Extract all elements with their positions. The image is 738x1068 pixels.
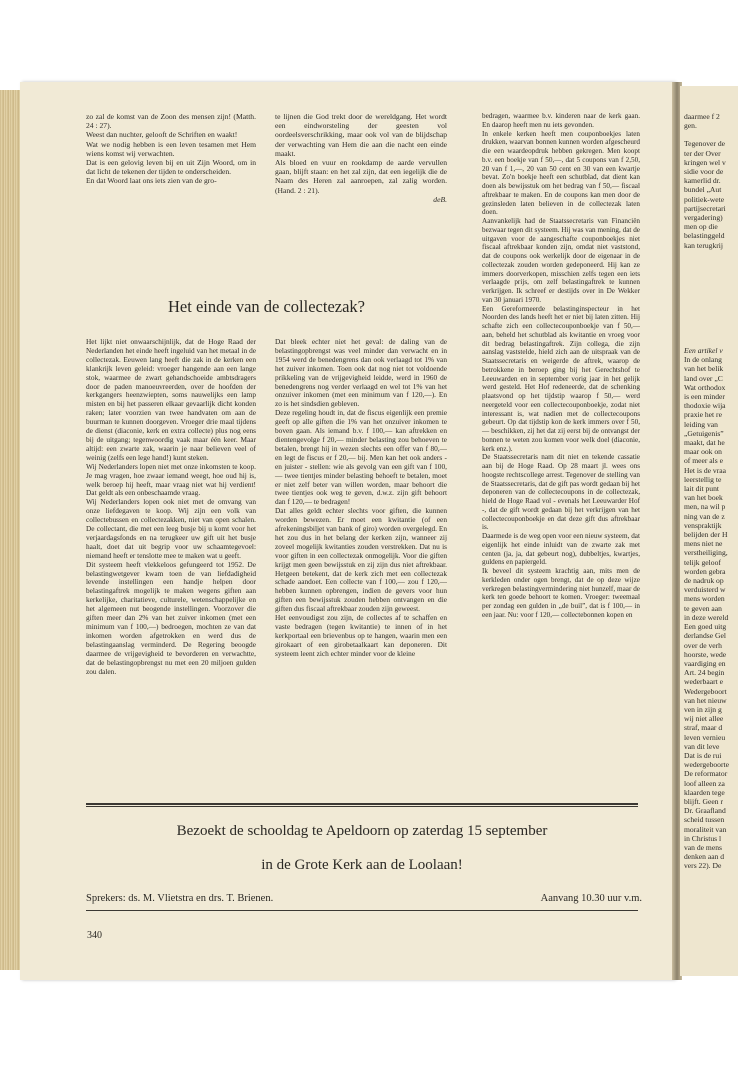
announcement-line-2: in de Grote Kerk aan de Loolaan! bbox=[261, 857, 463, 873]
paragraph: Wat we nodig hebben is een leven tesamen met Hem wiens komst wij verwachten. bbox=[86, 139, 256, 158]
next-page-line: maar ook on bbox=[684, 447, 722, 457]
paragraph: Een Gereformeerde belastinginspecteur in het Noorden des lands heeft het er niet bij laten zitten. Hij schafte zich een collectecouponboekje van f 50,— aan, beheld het schutblad als kwitantie en vroeg voor dit bedrag belastingaftrek. Zijn collega, die zijn aanslag vaststelde, hield zich aan de uitspraak van de Staatssecretaris en weigerde de aftrek, waarop de betrokkene in beroep ging bij het Gerechtshof te Leeuwarden en in september vorig jaar in het gelijk werd gesteld. Het Hof redeneerde, dat de schenking plaatsvond op het tijdstip waarop f 50,— werd neergeteld voor een collectecouponboekje, zodat niet interessant is, wat nadien met de collectecoupons gebeurt. Op dat tijdstip kon de kerk immers over f 50,— beschikken, zij het dat zij eerst bij de ontvangst der bonnen te weten zou komen voor welk doel (diaconie, kerk enz.). bbox=[482, 304, 640, 453]
next-page-line: van het nieuw bbox=[684, 695, 727, 705]
next-page-line: blijft. Geen r bbox=[684, 796, 724, 806]
paragraph: Wij Nederlanders lopen ook niet met de omvang van onze liefdegaven te koop. Wij zijn een volk van collectebussen en collectezakken, niet van open schalen. De collectant, die met een leeg busje bij u komt voor het verjaardagsfonds en na terugkeer uw gift uit het busje haalt, doet dat uit begrip voor uw schaamtegevoel: niemand heeft er tenslotte mee te maken wat u geeft. bbox=[86, 497, 256, 560]
next-page-line: verduisterd w bbox=[684, 585, 726, 595]
next-page-line: kamerlid dr. bbox=[684, 176, 721, 186]
next-page-line: van het belik bbox=[684, 364, 724, 374]
right-page-fragment bbox=[680, 86, 738, 976]
next-page-line: worden gebra bbox=[684, 566, 726, 576]
announcement-details bbox=[86, 893, 642, 905]
next-page-line: telijk geloof bbox=[684, 557, 721, 567]
paragraph: Daarmede is de weg open voor een nieuw systeem, dat eigenlijk het einde inluidt van de zwarte zak met centen (ja, ja, dat gebeurt nog), dubbeltjes, kwartjes, guldens en papiergeld. bbox=[482, 532, 640, 567]
paragraph: Deze regeling houdt in, dat de fiscus eigenlijk een premie geeft op alle giften die 1% van het onzuiver inkomen te boven gaan. Als iemand b.v. f 100,— kan aftrekken en dientengevolge f 20,— minder belasting zou behoeven te betalen, brengt hij in wezen slechts een offer van f 80,— en legt de fiscus er f 20,— bij. Men kan het ook anders - en juister - stellen: wie als gevolg van een gift van f 100,— twee tientjes minder belasting behoeft te betalen, moet er niet zelf beter van willen worden, maar behoort die twee tientjes ook weg te geven, d.w.z. zijn gift behoort dan f 120,— te bedragen! bbox=[275, 408, 447, 507]
paragraph: Als bloed en vuur en rookdamp de aarde vervullen gaan, blijft staan: en het zal zijn, dat een iegelijk die de Naam des Heren zal aanroepen, zal zalig worden. (Hand. 2 : 21). bbox=[275, 158, 447, 195]
next-page-line: vers 22). De bbox=[684, 861, 722, 871]
paragraph: te lijnen die God trekt door de wereldgang. Het wordt een eindworsteling der geesten vol oordeelsverschrikking, maar ook vol van de blijdschap der verwachting van Hem die aan die nacht een einde maakt. bbox=[275, 112, 447, 158]
next-page-line: venspraktijk bbox=[684, 520, 722, 530]
next-page-line: vergadering) bbox=[684, 213, 723, 223]
next-page-line: denken aan d bbox=[684, 852, 725, 862]
next-page-line: over de verh bbox=[684, 640, 722, 650]
next-page-line: daarmee f 2 bbox=[684, 112, 720, 121]
next-page-line: Wedergeboort bbox=[684, 686, 727, 696]
next-page-line: hoorste, wede bbox=[684, 649, 727, 659]
next-page-line: leven vernieu bbox=[684, 732, 726, 742]
next-page-line: sidie voor de bbox=[684, 167, 724, 177]
paragraph: Het lijkt niet onwaarschijnlijk, dat de Hoge Raad der Nederlanden het einde heeft ingeluid van het metaal in de collectezak. Eeuwen lang heeft die zak in de kerken een klankrijk leven geleid: vroeger hangende aan een lange stok, waarmee de zwart gehandschoeide ambtsdragers door de paden manoeuvreerden, over de hoofden der kerkgangers heenzwiepten, soms nauwelijks een lamp misten en bij het passeren elkaar gevaarlijk dicht konden raken; later voorzien van twee handvaten om aan de buurman te kunnen doorgeven. Vroeger drie maal tijdens de dienst (diaconie, kerk en extra collecte) plus nog eens bij de uitgang; tegenwoordig vaak maar één keer. Maar altijd: een zwarte zak, waarin je naar believen veel of weinig (zelfs een lege hand!) kunt steken. bbox=[86, 337, 256, 462]
next-page-line: Dat is de rui bbox=[684, 750, 722, 760]
next-page-line: ning van de z bbox=[684, 511, 725, 521]
next-page-line: derlandse Gel bbox=[684, 631, 726, 641]
next-page-line: gen. bbox=[684, 121, 697, 131]
author-signature: deB. bbox=[433, 194, 447, 204]
next-page-line: in deze wereld bbox=[684, 612, 729, 622]
announcement-rule-bottom bbox=[86, 910, 638, 911]
announcement-rule-top-thin bbox=[86, 806, 638, 807]
next-page-line: vaardiging en bbox=[684, 658, 726, 668]
next-page-top-column bbox=[684, 112, 726, 250]
next-page-line: wedergeboorte bbox=[684, 760, 729, 770]
next-page-line: lait dit punt bbox=[684, 484, 720, 494]
next-page-line: of meer als e bbox=[684, 456, 724, 466]
next-page-line: de nadruk op bbox=[684, 576, 724, 586]
next-page-line: Tegenover de bbox=[684, 139, 726, 149]
next-page-line: maakt, dat he bbox=[684, 438, 725, 448]
next-page-line: Art. 24 begin bbox=[684, 668, 725, 678]
column-2-article bbox=[275, 338, 447, 659]
column-1-article bbox=[86, 338, 256, 676]
article-heading: Het einde van de collectezak? bbox=[168, 297, 365, 316]
next-page-line: leiding van bbox=[684, 419, 718, 429]
next-page-line: ter der Over bbox=[684, 148, 721, 158]
paragraph: Het eenvoudigst zou zijn, de collectes af te schaffen en vaste bedragen (tegen kwitantie) te innen of in het kerkportaal een brievenbus op te hangen, waarin men een girokaart of een girobetaalkaart kan deponeren. Dit systeem leent zich echter minder voor de kleine bbox=[275, 613, 447, 658]
next-page-line: mens worden bbox=[684, 594, 725, 604]
next-page-line: straf, maar d bbox=[684, 723, 723, 733]
next-page-line: moraliteit van bbox=[684, 824, 727, 834]
next-page-line: belijden der H bbox=[684, 530, 728, 540]
next-page-line: klaarden tege bbox=[684, 787, 725, 797]
next-page-line: van de mens bbox=[684, 842, 722, 852]
announcement-line-1: Bezoekt de schooldag te Apeldoorn op zaterdag 15 september bbox=[176, 823, 548, 839]
next-page-line: land over „C bbox=[684, 373, 723, 383]
next-page-line: kringen wel v bbox=[684, 157, 726, 167]
paragraph: zo zal de komst van de Zoon des mensen zijn! (Matth. 24 : 27). bbox=[86, 112, 256, 131]
next-page-line: in Christus l bbox=[684, 833, 722, 843]
next-page-line: wederbaart e bbox=[684, 677, 723, 687]
book-page-edges bbox=[0, 90, 20, 970]
paragraph: Dat is een gelovig leven bij en uit Zijn Woord, om in dat licht de tekenen der tijden te onderscheiden. bbox=[86, 158, 256, 177]
paragraph: Ik beveel dit systeem krachtig aan, mits men de kerkleden onder ogen brengt, dat de op deze wijze verkregen belastingvermindering niet hunzelf, maar de kerk ten goede behoort te komen. Vroeger: tweemaal per zondag een gulden in „de buil”, dat is f 100,— in een jaar. Nu: voor f 120,— collectebonnen kopen en bbox=[482, 567, 640, 619]
paragraph: Wij Nederlanders lopen niet met onze inkomsten te koop. Je mag vragen, hoe zwaar iemand weegt, hoe oud hij is, welk beroep hij heeft, maar vraag niet wat hij verdient! Dat geldt als een onbeschaamde vraag. bbox=[86, 461, 256, 498]
column-3-article bbox=[482, 112, 640, 620]
next-page-line: Wat orthodox bbox=[684, 382, 726, 392]
paragraph: Dat alles geldt echter slechts voor giften, die kunnen worden bewezen. Er moet een kwitantie (of een afrekeningsbiljet van bank of giro) worden overgelegd. En het zou dus in het belang der kerken zijn, wanneer zij zoveel mogelijk kwitanties zouden verstrekken. Dat nu is voor giften in een collectezak onmogelijk. Voor die giften krijgt men geen bewijsstuk en zij zijn dus niet aftrekbaar. Hetgeen betekent, dat de kerk zich met een collectezak schade aandoet. Een collecte van f 100,— zou f 120,— hebben kunnen opbrengen, indien de gevers voor hun giften een bewijsstuk zouden hebben ontvangen en die giften dus fiscaal aftrekbaar zouden zijn geweest. bbox=[275, 506, 447, 614]
next-page-line: Een artikel v bbox=[684, 346, 723, 355]
next-page-line: loof alleen za bbox=[684, 778, 725, 788]
next-page-line: van dit leve bbox=[684, 741, 720, 751]
paragraph: Aanvankelijk had de Staatssecretaris van Financiën bezwaar tegen dit systeem. Hij was van mening, dat de uitgaven voor de aangeschafte couponboekjes niet fiscaal aftrekbaar konden zijn, omdat niet vaststond, dat de coupons ook werkelijk door de eigenaar in de collectezak zouden worden gedeponeerd. Hij kan ze immers doorverkopen, misschien zelfs tegen een iets verlaagde prijs, om zelf belastingaftrek te kunnen verkrijgen. Ik schreef er destijds over in De Wekker van 30 januari 1970. bbox=[482, 217, 640, 304]
next-page-line: scheid tussen bbox=[684, 815, 725, 825]
column-1-top bbox=[86, 112, 256, 186]
next-page-line: In de onlang bbox=[684, 355, 722, 365]
next-page-line: mens niet ne bbox=[684, 539, 723, 549]
next-page-line: leerstellig te bbox=[684, 474, 722, 484]
next-page-line: te geven aan bbox=[684, 603, 722, 613]
next-page-line: Dr. Graafland bbox=[684, 806, 726, 816]
paragraph: Weest dan nuchter, gelooft de Schriften en waakt! bbox=[86, 130, 238, 140]
paragraph: De Staatssecretaris nam dit niet en tekende cassatie aan bij de Hoge Raad. Op 28 maart jl. wees ons hoogste rechtscollege arrest. Tegenover de stelling van de Staatssecretaris, dat de gift pas wordt gedaan bij het deponeren van de collectecoupons in de collectezak, hield de Hoge Raad vol - evenals het Leeuwarder Hof -, dat de gift wordt gedaan bij het verkrijgen van het collectecouponboekje en dat deze gift dus aftrekbaar is. bbox=[482, 453, 640, 532]
paragraph: In enkele kerken heeft men couponboekjes laten drukken, waarvan bonnen kunnen worden afgescheurd die een waardeopdruk hebben gekregen. Men koopt b.v. een boekje van f 50,—, dat 5 coupons van f 2,50, 20 van f 1,—, 20 van 50 cent en 30 van een kwartje bevat. Zo'n boekje heeft een schutblad, dat dient kan doen als bewijsstuk om het bedrag van f 50,— fiscaal aftrekbaar te maken. En de coupons kan men door de gezinsleden laten believen in de collectezak laten doen. bbox=[482, 129, 640, 217]
page-number: 340 bbox=[87, 930, 102, 941]
next-page-line: politiek-wete bbox=[684, 194, 725, 204]
next-page-line: belastinggeld bbox=[684, 231, 725, 241]
next-page-line: is een minder bbox=[684, 392, 725, 402]
paragraph: Dat bleek echter niet het geval: de daling van de belastingopbrengst was veel minder dan verwacht en in 1954 werd de benedengrens dan ook verlaagd tot 1% van het zuiver inkomen. Toen ook dat nog niet tot voldoende prikkeling van de vrijgevigheid leidde, werd in 1960 de benedengrens nog verder verlaagd en wel tot 1% van het onzuiver inkomen (met een minimum van f 120,—). En zo is het sindsdien gebleven. bbox=[275, 337, 447, 409]
next-page-line: De reformator bbox=[684, 769, 728, 779]
next-page-line: wij niet allee bbox=[684, 714, 724, 724]
next-page-line: partijsecretari bbox=[684, 203, 726, 213]
next-page-line: bundel „Aut bbox=[684, 185, 722, 195]
next-page-line: ven in zijn g bbox=[684, 704, 722, 714]
next-page-line: kan terugkrij bbox=[684, 240, 724, 250]
next-page-line: thodoxie wija bbox=[684, 401, 726, 411]
column-2-top bbox=[275, 112, 447, 204]
paragraph: Dit systeem heeft vlekkeloos gefungeerd tot 1952. De belastingwetgever kwam toen de van liefdadigheid levende instellingen een handje helpen door belastingaftrek mogelijk te maken wegens giften aan kerkelijke, charitatieve, culturele, wetenschappelijke en het algemeen nut beogende instellingen. Voorzover die giften meer dan 2% van het zuiver inkomen (met een minimum van f 100,—) bedroegen, mochten ze van dat inkomen worden afgetrokken en werd dus de belastingaanslag verminderd. De Regering beoogde daarmee de vrijgevigheid te bevorderen en verwachtte, dat de belastingopbrengst nu met een 20 miljoen gulden zou dalen. bbox=[86, 559, 256, 676]
next-page-line: van het boek bbox=[684, 493, 723, 503]
next-page-line: men op die bbox=[684, 222, 718, 232]
announcement-start-time: Aanvang 10.30 uur v.m. bbox=[540, 893, 642, 904]
paragraph: En dat Woord laat ons iets zien van de gro- bbox=[86, 176, 217, 186]
announcement-rule-top bbox=[86, 803, 638, 805]
next-page-line: men, na wil p bbox=[684, 502, 726, 512]
next-page-line: Een goed uitg bbox=[684, 622, 727, 632]
next-page-line: Het is de vraa bbox=[684, 465, 726, 475]
next-page-line: praxie het re bbox=[684, 410, 722, 420]
announcement-speakers: Sprekers: ds. M. Vlietstra en drs. T. Brienen. bbox=[86, 893, 274, 904]
next-page-line: verstheiliging, bbox=[684, 548, 728, 558]
next-page-lower-column bbox=[684, 346, 729, 871]
next-page-line: „Getuigenis” bbox=[684, 428, 724, 438]
paragraph: bedragen, waarmee b.v. kinderen naar de kerk gaan. En daarop heeft men nu iets gevonden. bbox=[482, 112, 640, 129]
